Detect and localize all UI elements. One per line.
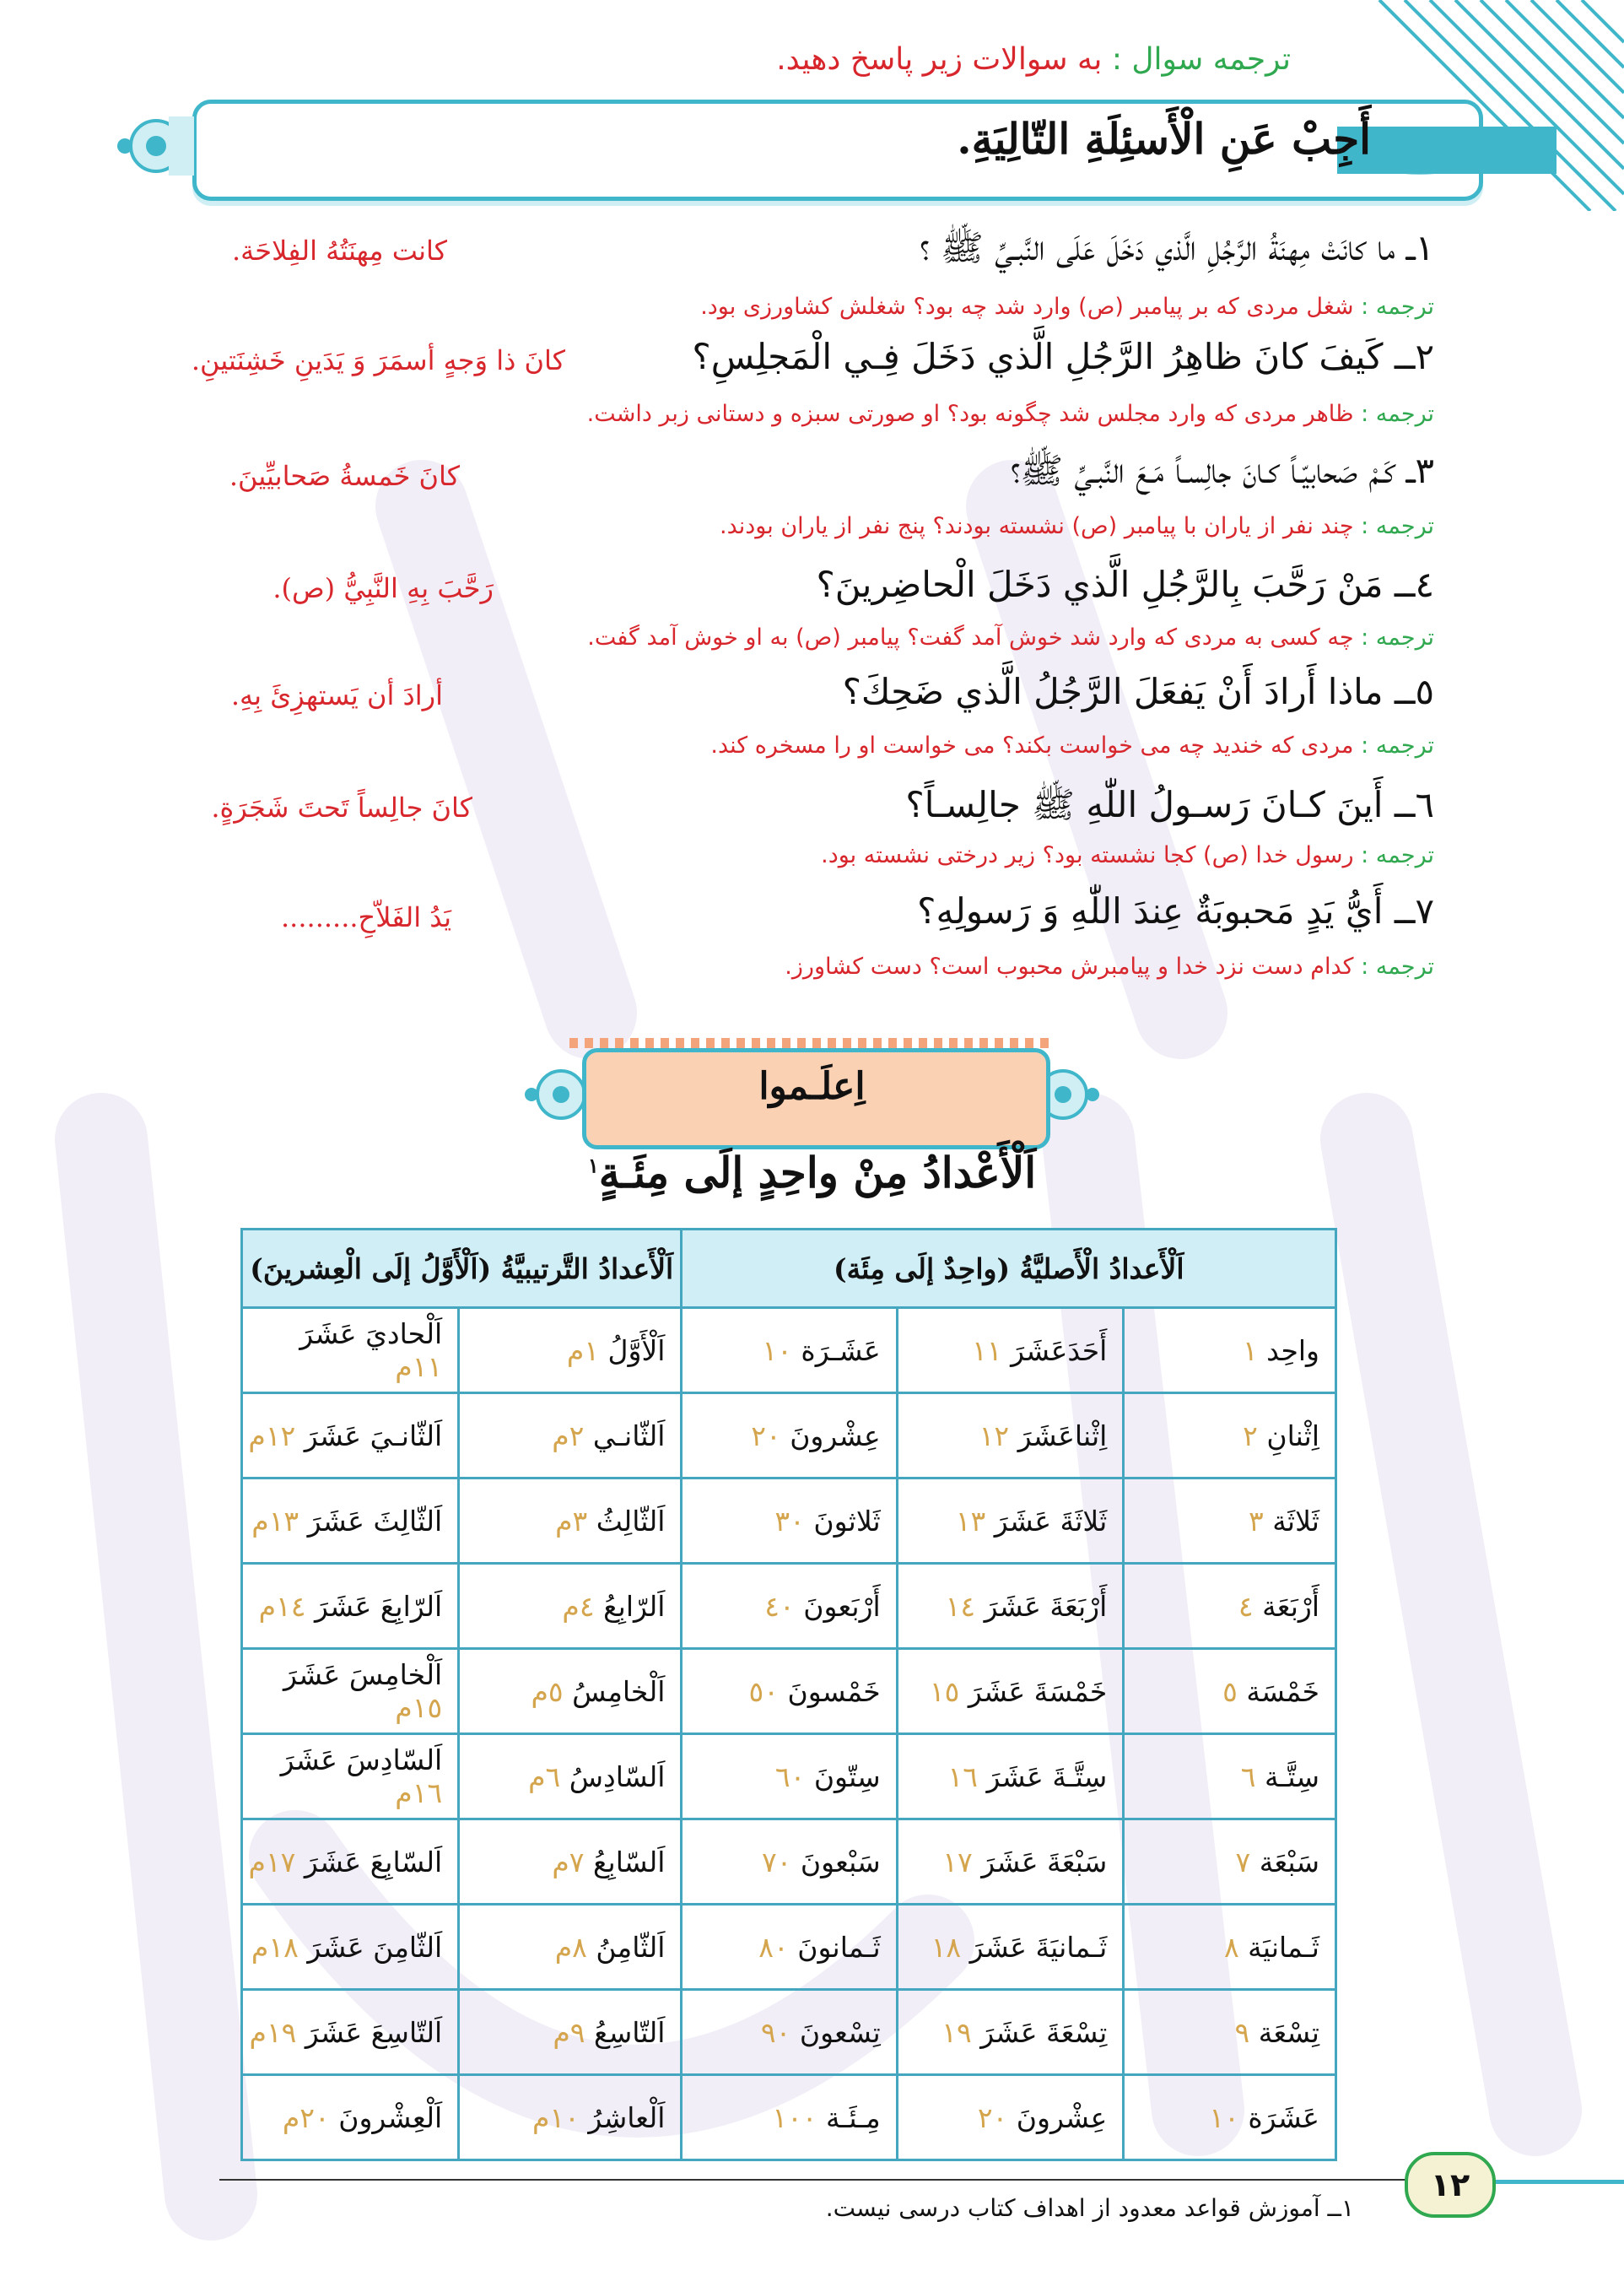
table-cell: اَلثّالِثُ ٣م <box>459 1478 682 1564</box>
question-2: ٢ــ كَيفَ كانَ ظاهِرُ الرَّجُلِ الَّذي دَخَلَ فِـي الْمَجلِسِ؟ <box>692 336 1434 377</box>
instruction <box>776 42 1291 77</box>
translation-6: ترجمه : رسول خدا (ص) کجا نشسته بود؟ زیر درختی نشسته بود. <box>821 842 1434 868</box>
table-cell: خَمْسَة ٥ <box>1124 1649 1336 1734</box>
table-cell: عِشْرونَ ٢٠ <box>682 1393 897 1478</box>
table-cell: عَشَرَة ١٠ <box>1124 2075 1336 2160</box>
footer-line <box>219 2179 1430 2181</box>
page-number: ۱۲ <box>1405 2152 1496 2218</box>
table-cell: اَلْحاديَ عَشَرَ ١١م <box>242 1308 459 1393</box>
table-cell: اَلثّامِنُ ٨م <box>459 1905 682 1990</box>
table-cell: ثَـمانيَة ٨ <box>1124 1905 1336 1990</box>
table-cell: اَلثّامِنَ عَشَرَ ١٨م <box>242 1905 459 1990</box>
table-cell: سِتَّـةَ عَشَرَ ١٦ <box>897 1734 1124 1819</box>
table-cell: أَرْبَعَة ٤ <box>1124 1564 1336 1649</box>
table-cell: اِثْنانِ ٢ <box>1124 1393 1336 1478</box>
learn-ornament-left <box>523 1048 591 1141</box>
table-cell: خَمْسَةَ عَشَرَ ١٥ <box>897 1649 1124 1734</box>
translation-4: ترجمه : چه کسی به مردی که وارد شد خوش آمد گفت؟ پیامبر (ص) به او خوش آمد گفت. <box>587 624 1434 651</box>
question-6: ٦ــ أَينَ كـانَ رَسـولُ اللّٰهِ ﷺ جالِسـاً؟ <box>905 784 1434 825</box>
question-1: ١ــ ما كانَتْ مِهنَةُ الرَّجُلِ الَّذي دَخَلَ عَلَى النَّبـيِّ ﷺ ؟ <box>920 227 1434 268</box>
table-row <box>242 1819 1336 1905</box>
table-cell: اَلثّالِثَ عَشَرَ ١٣م <box>242 1478 459 1564</box>
table-row <box>242 1478 1336 1564</box>
page-line <box>1489 2180 1624 2184</box>
table-body <box>242 1308 1336 2160</box>
numbers-subtitle: اَلْأَعْدادُ مِنْ واحِدٍ إلَى مِئَـةٍ$^١$ <box>587 1148 1037 1197</box>
table-row <box>242 1649 1336 1734</box>
footnote-mark: ١ <box>587 1153 599 1178</box>
translation-7: ترجمه : کدام دست نزد خدا و پیامبرش محبوب است؟ دست کشاورز. <box>785 954 1434 980</box>
table-cell: عَشَـرَة ١٠ <box>682 1308 897 1393</box>
table-cell: واحِد ١ <box>1124 1308 1336 1393</box>
translation-1: ترجمه : شغل مردی که بر پیامبر (ص) وارد شد چه بود؟ شغلش کشاورزی بود. <box>700 294 1434 320</box>
question-3: ٣ــ كَـمْ صَحابيّـاً كـانَ جالِسـاً مَـعَ النَّبـيِّ ﷺ؟ <box>1010 450 1434 491</box>
question-5: ٥ــ ماذا أَرادَ أَنْ يَفعَلَ الرَّجُلُ الَّذي ضَحِكَ؟ <box>842 671 1434 712</box>
header-ordinal: اَلْأَعدادُ التَّرتيبيَّةُ (اَلْأَوَّلُ إلَى الْعِشرينَ) <box>242 1230 682 1308</box>
table-cell: تِسْعَةَ عَشَرَ ١٩ <box>897 1990 1124 2075</box>
instruction-label: ترجمه سوال : <box>1111 42 1291 77</box>
header-cardinal: اَلْأَعدادُ الْأَصليَّةُ (واحِدٌ إلَى مِئَة) <box>682 1230 1336 1308</box>
table-cell: اَلْعاشِرُ ١٠م <box>459 2075 682 2160</box>
answer-7: يَدُ الفَلاّحِ......... <box>281 901 451 933</box>
table-cell: ثَـمانونَ ٨٠ <box>682 1905 897 1990</box>
table-cell: اَلسّادِسُ ٦م <box>459 1734 682 1819</box>
ornament-left <box>110 100 194 192</box>
answer-2: كانَ ذا وَجهٍ أسمَرَ وَ يَدَينِ خَشِنَتينِ. <box>191 344 565 376</box>
section-title: أَجِبْ عَنِ الْأَسئِلَةِ التّالِيَةِ. <box>957 114 1371 164</box>
answer-3: كانَ خَمسةُ صَحابيِّينَ. <box>229 460 460 492</box>
table-cell: خَمْسونَ ٥٠ <box>682 1649 897 1734</box>
question-4: ٤ــ مَنْ رَحَّبَ بِالرَّجُلِ الَّذي دَخَلَ الْحاضِرينَ؟ <box>816 564 1434 605</box>
table-cell: اَلْخامِسُ ٥م <box>459 1649 682 1734</box>
answer-1: كانت مِهنَتُهُ الفِلاحَة. <box>231 235 447 267</box>
table-cell: اَلرّابِعُ ٤م <box>459 1564 682 1649</box>
answer-5: أرادَ أن يَستهزِئَ بِهِ. <box>230 679 443 711</box>
table-row <box>242 2075 1336 2160</box>
table-cell: اَلْأَوَّلُ ١م <box>459 1308 682 1393</box>
answer-6: كانَ جالِساً تَحتَ شَجَرَةٍ. <box>211 792 472 824</box>
table-cell: اَلتّاسِعَ عَشَرَ ١٩م <box>242 1990 459 2075</box>
table-cell: اَلْخامِسَ عَشَرَ ١٥م <box>242 1649 459 1734</box>
question-7: ٧ــ أَيُّ يَدٍ مَحبوبَةٌ عِندَ اللّٰهِ وَ رَسولِهِ؟ <box>917 890 1434 932</box>
table-cell: ثَـمانيَةَ عَشَرَ ١٨ <box>897 1905 1124 1990</box>
table-row <box>242 1734 1336 1819</box>
numbers-table <box>240 1228 1337 2161</box>
table-cell: اَلتّاسِعُ ٩م <box>459 1990 682 2075</box>
table-cell: عِشْرونَ ٢٠ <box>897 2075 1124 2160</box>
table-cell: سِتّونَ ٦٠ <box>682 1734 897 1819</box>
table-cell: اَلثّانـيَ عَشَرَ ١٢م <box>242 1393 459 1478</box>
table-cell: ثَلاثَةَ عَشَرَ ١٣ <box>897 1478 1124 1564</box>
table-cell: اِثْناعَشَرَ ١٢ <box>897 1393 1124 1478</box>
table-cell: سَبْعَة ٧ <box>1124 1819 1336 1905</box>
table-row <box>242 1308 1336 1393</box>
table-cell: ثَلاثونَ ٣٠ <box>682 1478 897 1564</box>
table-cell: اَلرّابِعَ عَشَرَ ١٤م <box>242 1564 459 1649</box>
table-cell: اَلثّانـي ٢م <box>459 1393 682 1478</box>
table-cell: تِسْعَة ٩ <box>1124 1990 1336 2075</box>
learn-heading: اِعلَـموا <box>758 1065 866 1108</box>
footnote: ۱ــ آموزش قواعد معدود از اهداف کتاب درسی نیست. <box>825 2194 1354 2222</box>
table-cell: مِـئَـة ١٠٠ <box>682 2075 897 2160</box>
pen-icon <box>1400 133 1468 176</box>
table-row <box>242 1990 1336 2075</box>
table-cell: تِسْعونَ ٩٠ <box>682 1990 897 2075</box>
translation-5: ترجمه : مردی که خندید چه می خواست بکند؟ می خواست او را مسخره کند. <box>710 732 1434 759</box>
instruction-text: به سوالات زیر پاسخ دهید. <box>776 42 1103 77</box>
table-row <box>242 1905 1336 1990</box>
table-cell: أَحَدَعَشَرَ ١١ <box>897 1308 1124 1393</box>
table-cell: اَلسّابِعُ ٧م <box>459 1819 682 1905</box>
table-cell: اَلسّابِعَ عَشَرَ ١٧م <box>242 1819 459 1905</box>
table-row <box>242 1393 1336 1478</box>
table-cell: سِتَّـة ٦ <box>1124 1734 1336 1819</box>
learn-dots <box>569 1038 1055 1048</box>
table-cell: ثَلاثَة ٣ <box>1124 1478 1336 1564</box>
translation-2: ترجمه : ظاهر مردی که وارد مجلس شد چگونه بود؟ او صورتی سبزه و دستانی زبر داشت. <box>586 401 1434 427</box>
translation-3: ترجمه : چند نفر از یاران با پیامبر (ص) نشسته بودند؟ پنج نفر از یاران بودند. <box>720 513 1434 539</box>
table-cell: اَلسّادِسَ عَشَرَ ١٦م <box>242 1734 459 1819</box>
table-cell: سَبْعَةَ عَشَرَ ١٧ <box>897 1819 1124 1905</box>
table-cell: أَرْبَعونَ ٤٠ <box>682 1564 897 1649</box>
answer-4: رَحَّبَ بِهِ النَّبِيُّ (ص). <box>272 572 494 604</box>
table-cell: أَرْبَعَةَ عَشَرَ ١٤ <box>897 1564 1124 1649</box>
table-row <box>242 1564 1336 1649</box>
table-cell: اَلْعِشْرونَ ٢٠م <box>242 2075 459 2160</box>
table-cell: سَبْعونَ ٧٠ <box>682 1819 897 1905</box>
